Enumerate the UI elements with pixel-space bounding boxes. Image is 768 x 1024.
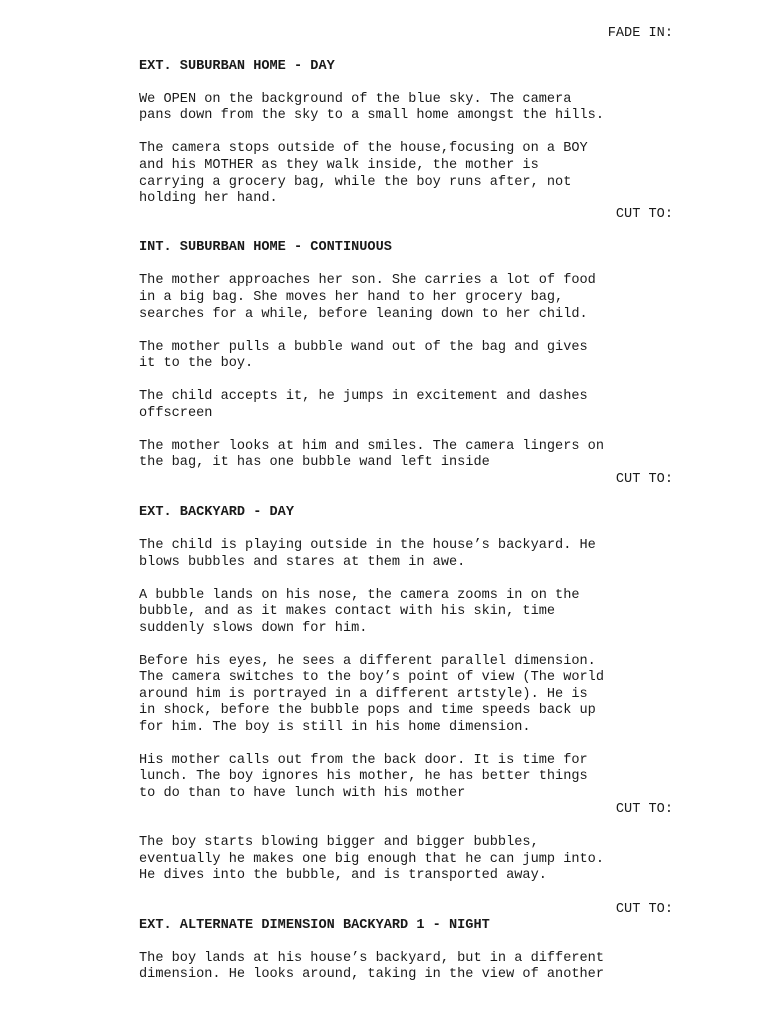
action-line: searches for a while, before leaning down to her child. (139, 307, 588, 322)
action-line: holding her hand. (139, 191, 278, 206)
fade-in-transition: FADE IN: (607, 26, 673, 41)
cut-to-transition: CUT TO: (615, 802, 673, 817)
action-line: the bag, it has one bubble wand left inside (139, 455, 490, 470)
scene-heading: INT. SUBURBAN HOME - CONTINUOUS (139, 240, 392, 255)
action-line: in a big bag. She moves her hand to her grocery bag, (139, 290, 564, 305)
action-line: blows bubbles and stares at them in awe. (139, 555, 466, 570)
action-line: suddenly slows down for him. (139, 621, 368, 636)
action-line: The boy starts blowing bigger and bigger bubbles, (139, 835, 539, 850)
action-line: around him is portrayed in a different artstyle). He is (139, 687, 588, 702)
action-line: it to the boy. (139, 356, 254, 371)
action-line: for him. The boy is still in his home dimension. (139, 720, 531, 735)
action-line: The mother looks at him and smiles. The camera lingers on (139, 439, 604, 454)
action-line: bubble, and as it makes contact with his skin, time (139, 604, 556, 619)
scene-heading: EXT. SUBURBAN HOME - DAY (139, 59, 335, 74)
action-line: The child is playing outside in the house’s backyard. He (139, 538, 596, 553)
action-line: lunch. The boy ignores his mother, he has better things (139, 769, 588, 784)
action-line: The camera switches to the boy’s point of view (The world (139, 670, 604, 685)
action-line: We OPEN on the background of the blue sky. The camera (139, 92, 572, 107)
cut-to-transition: CUT TO: (615, 207, 673, 222)
action-line: The camera stops outside of the house,focusing on a BOY (139, 141, 588, 156)
action-line: The boy lands at his house’s backyard, but in a different (139, 951, 604, 966)
cut-to-transition: CUT TO: (615, 472, 673, 487)
action-line: carrying a grocery bag, while the boy runs after, not (139, 175, 572, 190)
scene-heading: EXT. ALTERNATE DIMENSION BACKYARD 1 - NIGHT (139, 918, 490, 933)
cut-to-transition: CUT TO: (615, 902, 673, 917)
action-line: and his MOTHER as they walk inside, the mother is (139, 158, 539, 173)
action-line: His mother calls out from the back door. It is time for (139, 753, 588, 768)
action-line: pans down from the sky to a small home amongst the hills. (139, 108, 604, 123)
action-line: He dives into the bubble, and is transported away. (139, 868, 547, 883)
action-line: dimension. He looks around, taking in the view of another (139, 967, 604, 982)
scene-heading: EXT. BACKYARD - DAY (139, 505, 294, 520)
action-line: offscreen (139, 406, 213, 421)
action-line: The child accepts it, he jumps in excitement and dashes (139, 389, 588, 404)
action-line: A bubble lands on his nose, the camera zooms in on the (139, 588, 580, 603)
action-line: in shock, before the bubble pops and time speeds back up (139, 703, 596, 718)
action-line: to do than to have lunch with his mother (139, 786, 466, 801)
action-line: eventually he makes one big enough that he can jump into. (139, 852, 604, 867)
action-line: The mother pulls a bubble wand out of the bag and gives (139, 340, 588, 355)
action-line: Before his eyes, he sees a different parallel dimension. (139, 654, 596, 669)
action-line: The mother approaches her son. She carries a lot of food (139, 273, 596, 288)
